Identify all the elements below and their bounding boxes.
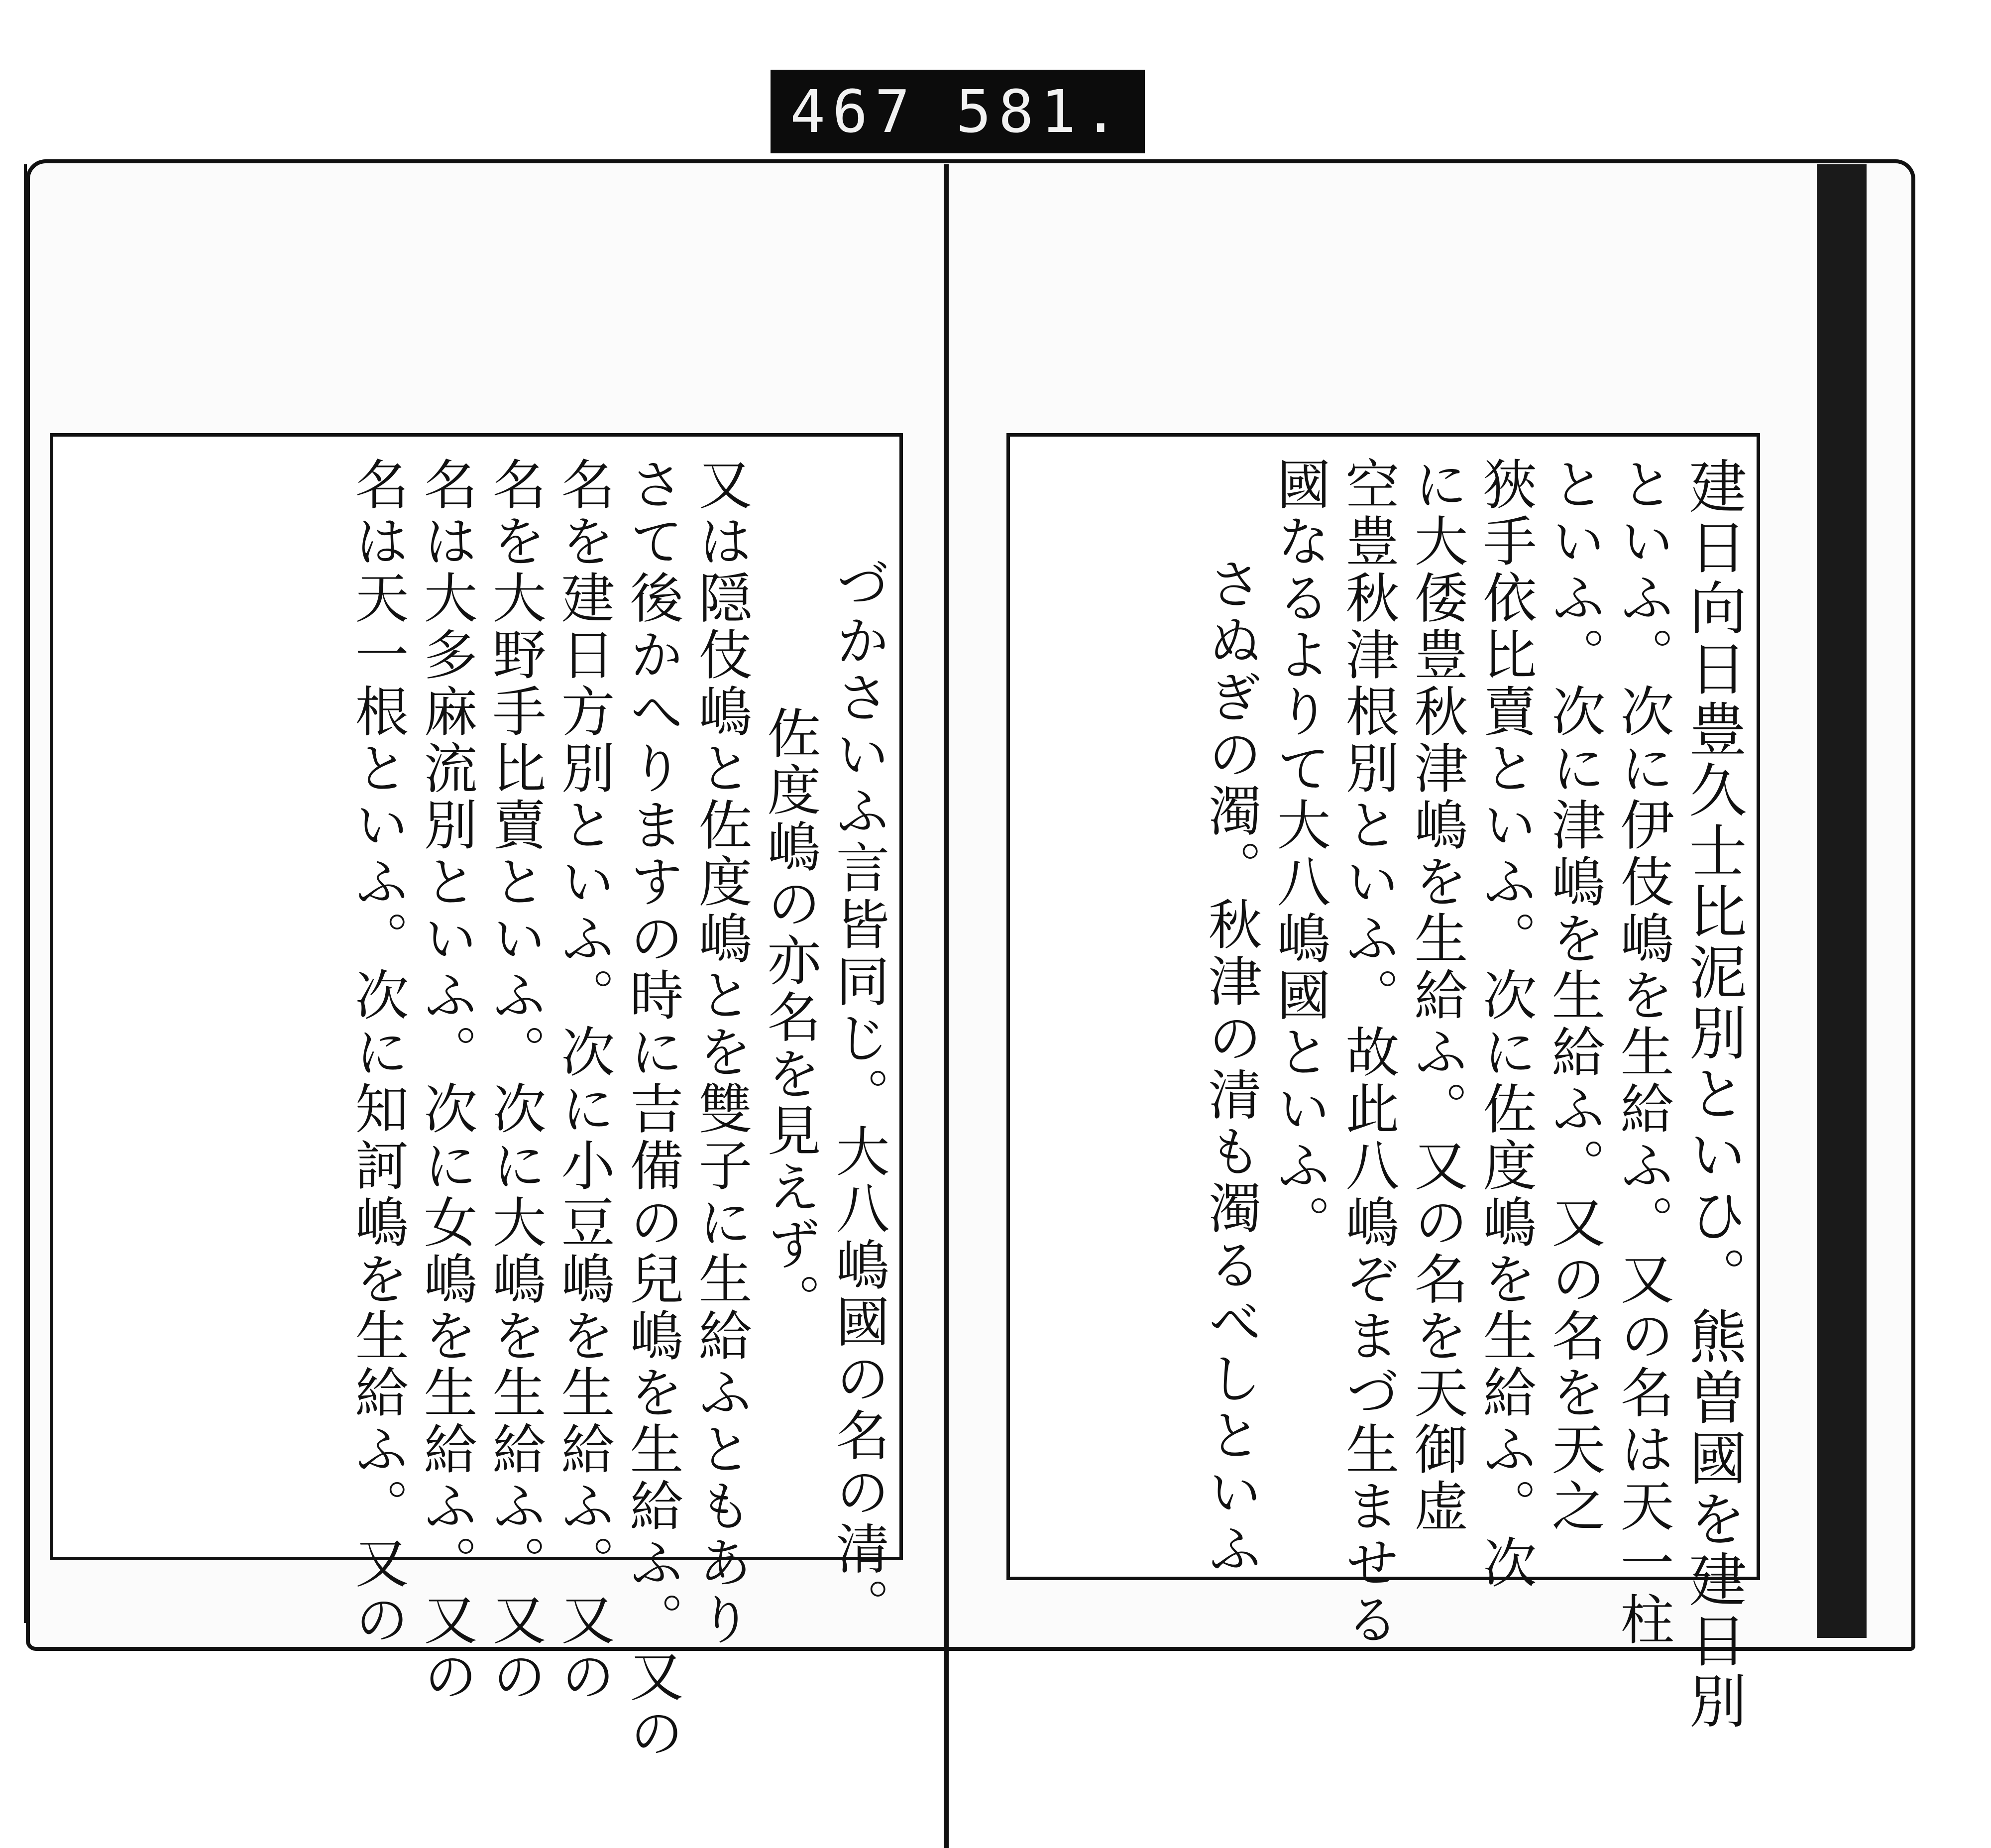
text-column: さぬぎの濁。秋津の清も濁るべしといふ [1199,556,1261,1578]
text-column: 又は隠伎嶋と佐度嶋とを雙子に生給ふともあり [689,457,752,1648]
right-text-columns [1025,457,1747,1732]
text-column: 建日向日豊久士比泥別といひ。熊曽國を建日別 [1679,457,1747,1732]
right-page [952,164,1818,1732]
left-page [35,164,941,1762]
text-column: といふ。次に津嶋を生給ふ。又の名を天之 [1543,457,1605,1535]
text-column: 名を大野手比賣といふ。次に大嶋を生給ふ。又の [483,457,546,1705]
left-text-columns [68,457,889,1762]
text-column: づかさいふ言皆同じ。大八嶋國の名の清。 [827,556,889,1634]
previous-leaf-edge [0,164,27,1623]
book-gutter [944,164,949,1848]
right-text-frame [1006,433,1760,1732]
text-column: 狹手依比賣といふ。次に佐度嶋を生給ふ。次 [1474,457,1536,1592]
text-column: 佐度嶋の亦名を見えず。 [758,705,820,1330]
text-column: 國なるよりて大八嶋國といふ。 [1268,457,1330,1251]
archive-number-right: 581. [956,77,1125,146]
archive-number-left: 467 [790,77,917,146]
text-column: 名は大多麻流別といふ。次に女嶋を生給ふ。又の [415,457,477,1705]
text-column: さて後かへりますの時に吉備の兒嶋を生給ふ。又の [621,457,683,1762]
text-column: 空豊秋津根別といふ。故此八嶋ぞまづ生ませる [1336,457,1399,1648]
text-column: に大倭豊秋津嶋を生給ふ。又の名を天御虚 [1405,457,1467,1535]
archive-number-label [771,70,1145,153]
left-text-frame [50,433,903,1762]
text-column: 名は天一根といふ。次に知訶嶋を生給ふ。又の [346,457,408,1648]
book-fore-edge [1817,164,1867,1638]
text-column: 名を建日方別といふ。次に小豆嶋を生給ふ。又の [552,457,614,1705]
text-column: といふ。次に伊伎嶋を生給ふ。又の名は天一柱 [1611,457,1673,1648]
